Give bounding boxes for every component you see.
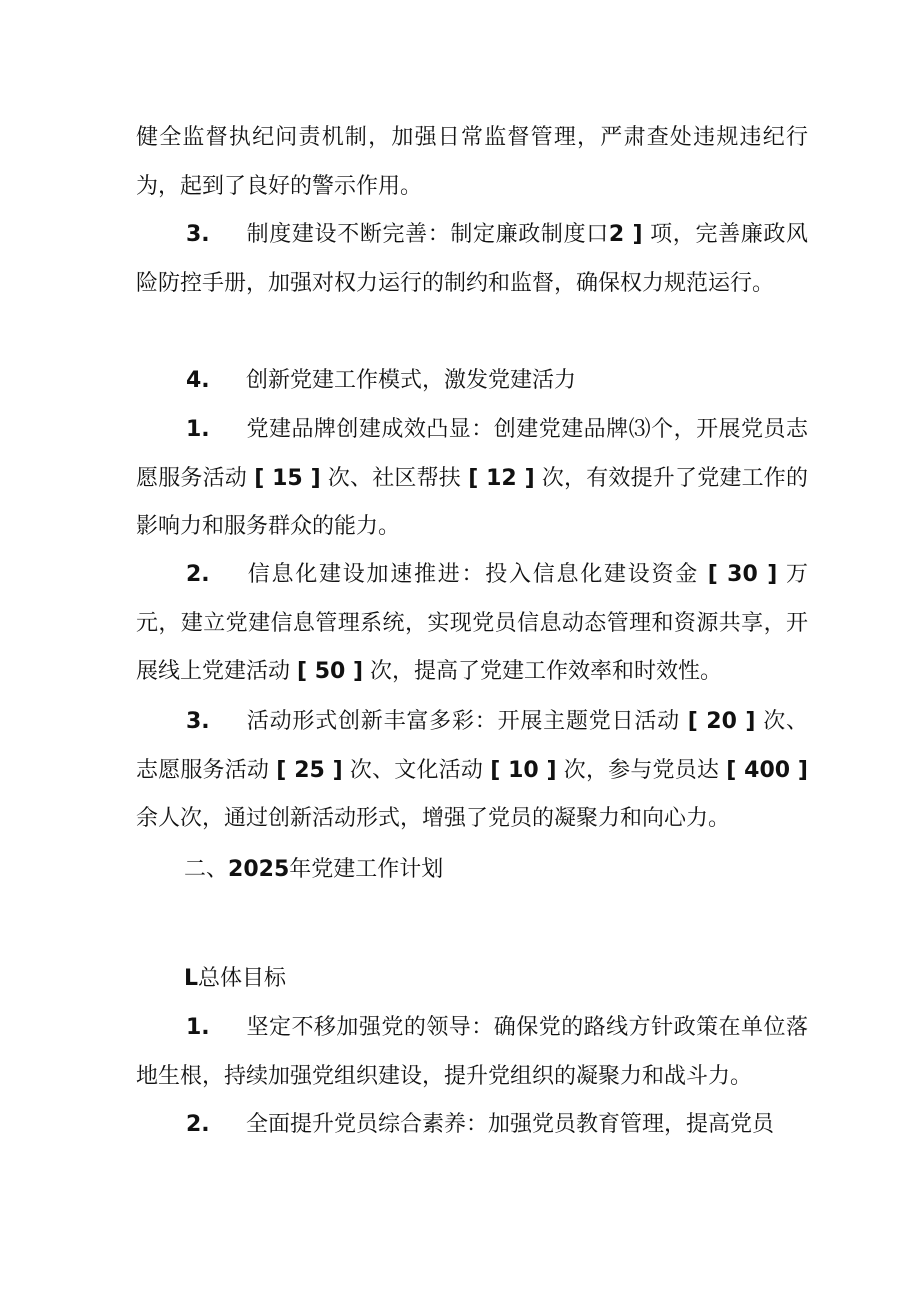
paragraph-text: 制度建设不断完善：制定廉政制度口 [246, 222, 609, 247]
paragraph-text: 次，有效提升了党建工作的影响力和服务群众的能力。 [136, 465, 808, 539]
paragraph-text: 信息化建设加速推进：投入信息化建设资金 [246, 562, 708, 587]
paragraph-text: 党建品牌创建成效凸显：创建党建品牌⑶个，开展党员志愿服务活动 [136, 417, 808, 491]
paragraph-text: 次，参与党员达 [556, 757, 727, 783]
subheading-marker: L [184, 966, 199, 991]
paragraph-party-leadership [136, 1004, 808, 1101]
paragraph-text: 次、社区帮扶 [320, 465, 469, 491]
list-number: 1. [186, 1015, 210, 1040]
paragraph-text: 健全监督执纪问责机制，加强日常监督管理，严肃查处违规违纪行为，起到了良好的警示作用。 [136, 125, 808, 199]
paragraph-institution-building [136, 211, 808, 308]
list-number: 2. [186, 562, 210, 587]
highlighted-count: [ 25 ] [276, 757, 343, 783]
paragraph-text: 余人次，通过创新活动形式，增强了党员的凝聚力和向心力。 [136, 806, 731, 831]
list-number: 4. [186, 368, 210, 393]
section-heading-2025-plan [136, 846, 808, 895]
paragraph-party-brand [136, 406, 808, 552]
highlighted-count: [ 400 ] [726, 757, 808, 783]
heading-year: 2025 [228, 857, 290, 882]
list-number: 1. [186, 417, 210, 442]
subheading-text: 总体目标 [198, 966, 287, 991]
highlighted-count: [ 30 ] [707, 562, 778, 587]
highlighted-count: [ 15 ] [254, 465, 321, 491]
paragraph-text: 全面提升党员综合素养：加强党员教育管理，提高党员 [246, 1112, 775, 1137]
highlighted-count: [ 50 ] [297, 659, 364, 684]
subheading-overall-goals [136, 955, 808, 1004]
paragraph-activity-forms [136, 698, 808, 844]
paragraph-informatization [136, 551, 808, 697]
paragraph-text: 次、志愿服务活动 [136, 709, 808, 783]
list-number: 3. [186, 222, 210, 247]
highlighted-count: [ 12 ] [468, 465, 535, 491]
list-number: 2. [186, 1112, 210, 1137]
highlighted-count: [ 10 ] [490, 757, 557, 783]
heading-text: 年党建工作计划 [289, 857, 444, 882]
list-number: 3. [186, 709, 210, 734]
highlighted-count: 2 ] [608, 222, 643, 247]
paragraph-text: 次，提高了党建工作效率和时效性。 [363, 659, 723, 684]
paragraph-text: 活动形式创新丰富多彩：开展主题党日活动 [246, 709, 688, 734]
highlighted-count: [ 20 ] [687, 709, 756, 734]
paragraph-text: 创新党建工作模式，激发党建活力 [246, 368, 577, 393]
paragraph-member-quality [136, 1101, 808, 1150]
paragraph-text: 坚定不移加强党的领导：确保党的路线方针政策在单位落地生根，持续加强党组织建设，提升党组织的凝聚力和战斗力。 [136, 1015, 808, 1089]
paragraph-text: 万元，建立党建信息管理系统，实现党员信息动态管理和资源共享，开展线上党建活动 [136, 562, 809, 684]
paragraph-supervision [136, 114, 808, 211]
paragraph-text: 项，完善廉政风险防控手册，加强对权力运行的制约和监督，确保权力规范运行。 [136, 222, 808, 296]
heading-text: 二、 [184, 857, 229, 882]
paragraph-innovation-heading [136, 357, 808, 406]
paragraph-text: 次、文化活动 [342, 757, 491, 783]
